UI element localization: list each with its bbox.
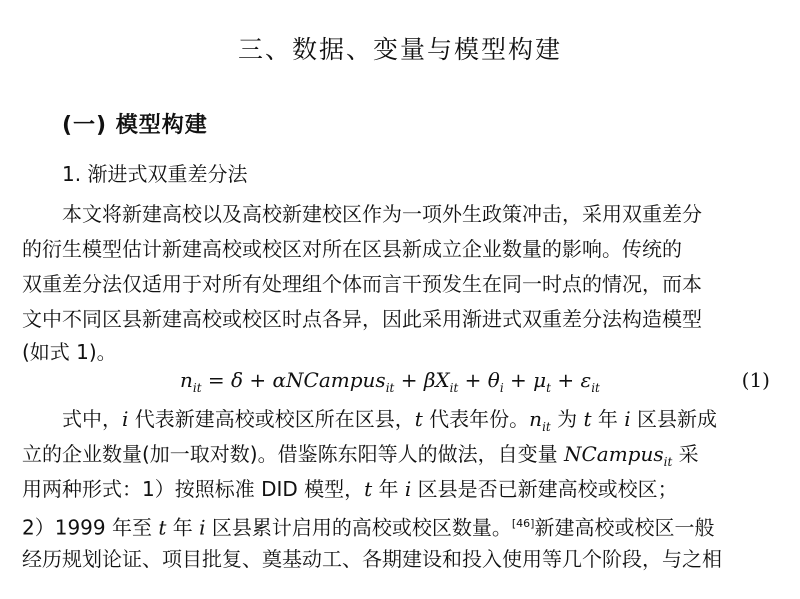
paragraph-line: (如式 1)。 [22, 340, 117, 364]
equation-1 [0, 368, 800, 398]
paragraph-line: 2）1999 年至 t 年 i 区县累计启用的高校或校区数量。[46]新建高校或校区一般 [22, 515, 715, 540]
paragraph-line: 本文将新建高校以及高校新建校区作为一项外生政策冲击，采用双重差分 [62, 202, 702, 226]
paragraph-line: 双重差分法仅适用于对所有处理组个体而言干预发生在同一时点的情况，而本 [22, 272, 702, 296]
paragraph-line: 的衍生模型估计新建高校或校区对所在区县新成立企业数量的影响。传统的 [22, 237, 682, 261]
paragraph-line: 式中，i 代表新建高校或校区所在区县，t 代表年份。$n_{it}$ 为 t 年 i 区县新成 [62, 407, 717, 434]
subsection-heading: (一) 模型构建 [62, 113, 208, 138]
section-title: 三、数据、变量与模型构建 [237, 35, 562, 64]
paragraph-line: 立的企业数量(加一取对数)。借鉴陈东阳等人的做法，自变量 NCampus$_{it}$ 采 [22, 442, 699, 469]
citation-ref[interactable]: [46] [511, 517, 535, 530]
paragraph-line: 文中不同区县新建高校或校区时点各异，因此采用渐进式双重差分法构造模型 [22, 307, 702, 331]
equation-expression: $n_{it} = \delta$ + αNCampus$_{it}$ + $\beta X_{it} + \theta_i + \mu_t + \varepsilon_{it}$ [180, 368, 600, 395]
paragraph-line: 经历规划论证、项目批复、奠基动工、各期建设和投入使用等几个阶段，与之相 [22, 547, 722, 571]
equation-number: (1) [741, 368, 770, 392]
method-title: 1. 渐进式双重差分法 [62, 162, 248, 186]
paragraph-line: 用两种形式：1）按照标准 DID 模型，t 年 i 区县是否已新建高校或校区； [22, 477, 678, 501]
